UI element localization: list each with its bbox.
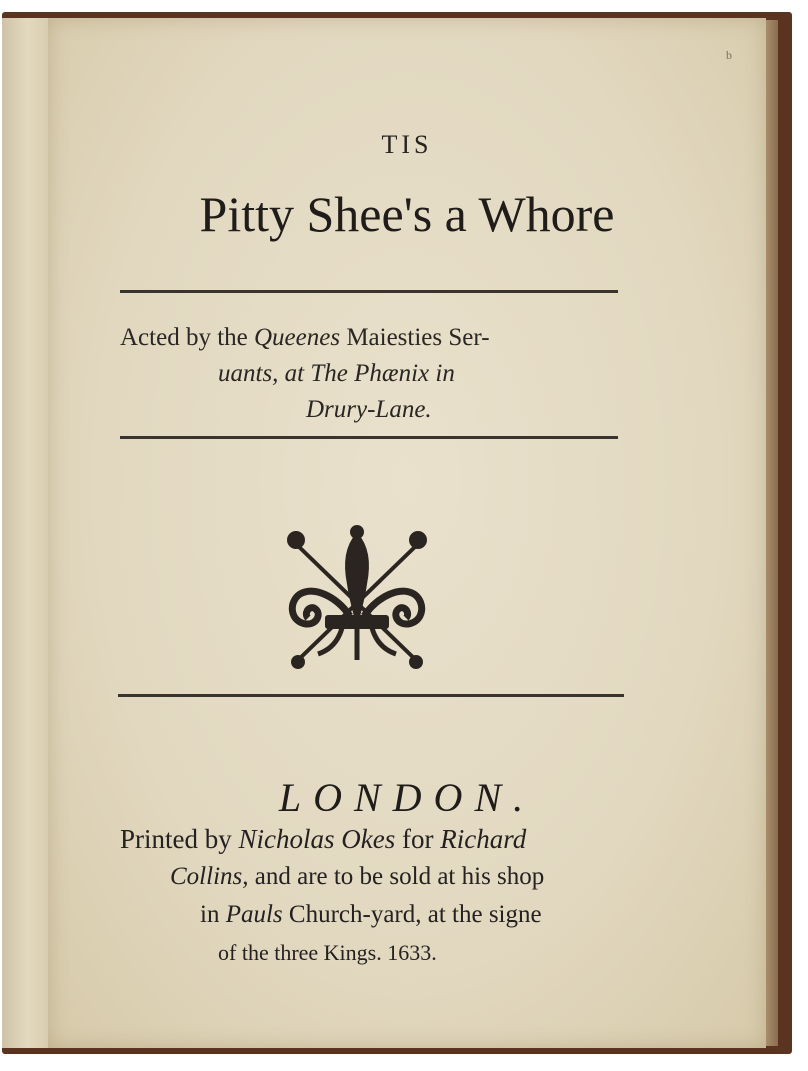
imprint-text-7: in bbox=[200, 901, 226, 928]
acted-text-6: in bbox=[429, 360, 455, 387]
top-rule bbox=[120, 290, 618, 293]
imprint-text-4: Richard bbox=[440, 824, 527, 854]
title-line-2: Pitty Shee's a Whore bbox=[199, 186, 615, 242]
imprint-text-3: for bbox=[395, 824, 441, 854]
corner-mark: b bbox=[726, 48, 732, 62]
imprint-line-3 bbox=[120, 896, 740, 934]
imprint-line-1 bbox=[120, 820, 740, 858]
imprint-text-1: Printed by bbox=[120, 824, 239, 854]
title-line-1: TIS bbox=[381, 130, 433, 159]
imprint-line-2 bbox=[120, 858, 740, 896]
left-page-edge bbox=[2, 18, 49, 1048]
middle-rule bbox=[120, 436, 618, 439]
acted-line-2 bbox=[120, 356, 640, 392]
imprint-line-4: of the three Kings. 1633. bbox=[218, 940, 437, 965]
imprint-text-2: Nicholas Okes bbox=[238, 824, 396, 854]
acted-text-5: The Phænix bbox=[310, 360, 430, 387]
imprint-text-6: and are to be sold at his shop bbox=[248, 863, 545, 890]
fleur-de-lis-ornament bbox=[284, 524, 430, 674]
acted-line-1 bbox=[120, 324, 490, 351]
imprint-statement bbox=[120, 820, 740, 972]
right-page-edges bbox=[766, 20, 778, 1046]
imprint-place: LONDON. bbox=[278, 775, 536, 820]
performance-statement bbox=[120, 320, 640, 428]
acted-text-2: Queenes bbox=[253, 324, 341, 351]
imprint-text-5: Collins, bbox=[170, 863, 249, 890]
acted-text-3: Maiesties Ser- bbox=[340, 324, 490, 351]
imprint-text-9: Church-yard, at the signe bbox=[282, 901, 542, 928]
acted-text-1: Acted by the bbox=[120, 324, 254, 351]
acted-text-4: uants, at bbox=[218, 360, 311, 387]
imprint-text-8: Pauls bbox=[225, 901, 283, 928]
title-page bbox=[48, 18, 766, 1048]
bottom-rule bbox=[118, 694, 624, 697]
acted-line-3: Drury-Lane. bbox=[306, 396, 432, 423]
